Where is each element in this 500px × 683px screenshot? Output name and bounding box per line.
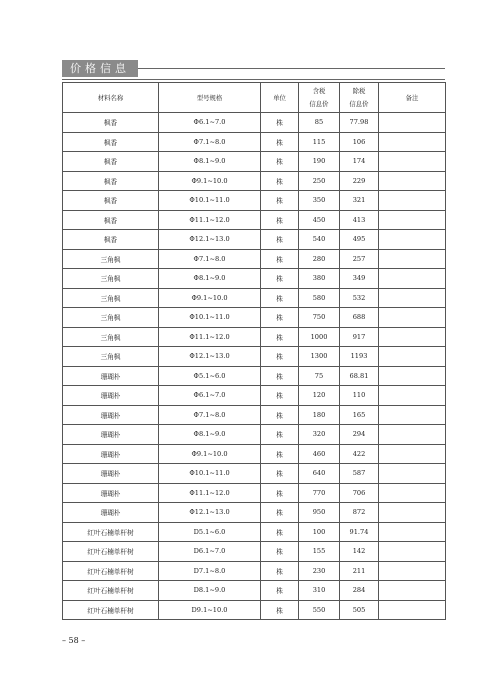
cell-name: 枫香 [63, 230, 159, 250]
cell-tax-incl: 750 [299, 308, 340, 328]
table-row [63, 386, 446, 406]
cell-tax-incl: 120 [299, 386, 340, 406]
cell-unit: 株 [261, 113, 299, 133]
cell-tax-incl: 1300 [299, 347, 340, 367]
cell-spec: Φ8.1~9.0 [159, 269, 261, 289]
cell-unit: 株 [261, 230, 299, 250]
cell-tax-incl: 640 [299, 464, 340, 484]
cell-name: 珊瑚朴 [63, 464, 159, 484]
header-unit: 单位 [261, 83, 299, 113]
table-row [63, 425, 446, 445]
header-tax-included [299, 83, 340, 113]
header-spec: 型号规格 [159, 83, 261, 113]
cell-tax-excl: 174 [340, 152, 379, 172]
cell-tax-incl: 320 [299, 425, 340, 445]
cell-unit: 株 [261, 503, 299, 523]
cell-tax-excl: 1193 [340, 347, 379, 367]
cell-tax-incl: 100 [299, 522, 340, 542]
cell-name: 枫香 [63, 152, 159, 172]
cell-name: 珊瑚朴 [63, 503, 159, 523]
cell-name: 红叶石楠单杆树 [63, 522, 159, 542]
table-row [63, 132, 446, 152]
cell-tax-incl: 950 [299, 503, 340, 523]
cell-unit: 株 [261, 132, 299, 152]
cell-name: 三角枫 [63, 269, 159, 289]
cell-remark [379, 522, 446, 542]
cell-tax-incl: 350 [299, 191, 340, 211]
cell-spec: D5.1~6.0 [159, 522, 261, 542]
cell-tax-excl: 68.81 [340, 366, 379, 386]
table-row [63, 269, 446, 289]
cell-remark [379, 113, 446, 133]
table-row [63, 483, 446, 503]
cell-unit: 株 [261, 210, 299, 230]
table-row [63, 542, 446, 562]
cell-spec: Φ11.1~12.0 [159, 483, 261, 503]
cell-spec: Φ6.1~7.0 [159, 386, 261, 406]
cell-unit: 株 [261, 171, 299, 191]
cell-unit: 株 [261, 581, 299, 601]
cell-spec: Φ11.1~12.0 [159, 210, 261, 230]
cell-tax-excl: 688 [340, 308, 379, 328]
cell-name: 三角枫 [63, 249, 159, 269]
cell-tax-incl: 550 [299, 600, 340, 620]
cell-spec: Φ5.1~6.0 [159, 366, 261, 386]
cell-tax-incl: 250 [299, 171, 340, 191]
section-divider-lower [62, 79, 445, 80]
cell-unit: 株 [261, 522, 299, 542]
table-row [63, 405, 446, 425]
cell-spec: Φ9.1~10.0 [159, 288, 261, 308]
cell-name: 珊瑚朴 [63, 386, 159, 406]
table-row [63, 327, 446, 347]
cell-spec: Φ7.1~8.0 [159, 249, 261, 269]
cell-remark [379, 405, 446, 425]
table-header [63, 83, 446, 113]
price-table [62, 82, 446, 620]
cell-unit: 株 [261, 483, 299, 503]
cell-remark [379, 347, 446, 367]
table-row [63, 230, 446, 250]
cell-unit: 株 [261, 249, 299, 269]
cell-unit: 株 [261, 288, 299, 308]
cell-name: 珊瑚朴 [63, 425, 159, 445]
table-row [63, 366, 446, 386]
cell-tax-incl: 115 [299, 132, 340, 152]
cell-tax-incl: 75 [299, 366, 340, 386]
cell-spec: Φ11.1~12.0 [159, 327, 261, 347]
cell-name: 红叶石楠单杆树 [63, 581, 159, 601]
cell-tax-incl: 460 [299, 444, 340, 464]
cell-remark [379, 288, 446, 308]
section-title: 价格信息 [62, 60, 138, 77]
cell-spec: Φ8.1~9.0 [159, 425, 261, 445]
cell-tax-excl: 284 [340, 581, 379, 601]
cell-tax-excl: 532 [340, 288, 379, 308]
header-tax-included-line2: 信息价 [309, 99, 329, 108]
cell-tax-excl: 294 [340, 425, 379, 445]
cell-name: 三角枫 [63, 327, 159, 347]
cell-spec: D7.1~8.0 [159, 561, 261, 581]
section-header [62, 60, 445, 80]
header-remark: 备注 [379, 83, 446, 113]
cell-name: 珊瑚朴 [63, 405, 159, 425]
cell-tax-incl: 155 [299, 542, 340, 562]
cell-name: 枫香 [63, 113, 159, 133]
cell-remark [379, 132, 446, 152]
cell-unit: 株 [261, 191, 299, 211]
cell-tax-excl: 91.74 [340, 522, 379, 542]
cell-tax-excl: 106 [340, 132, 379, 152]
table-row [63, 347, 446, 367]
cell-tax-excl: 165 [340, 405, 379, 425]
cell-tax-excl: 587 [340, 464, 379, 484]
table-row [63, 249, 446, 269]
cell-tax-excl: 257 [340, 249, 379, 269]
cell-spec: Φ12.1~13.0 [159, 347, 261, 367]
cell-name: 三角枫 [63, 288, 159, 308]
cell-remark [379, 425, 446, 445]
table-row [63, 503, 446, 523]
table-row [63, 444, 446, 464]
table-row [63, 171, 446, 191]
cell-tax-incl: 540 [299, 230, 340, 250]
cell-remark [379, 483, 446, 503]
cell-tax-excl: 321 [340, 191, 379, 211]
cell-tax-incl: 770 [299, 483, 340, 503]
table-row [63, 308, 446, 328]
cell-spec: Φ7.1~8.0 [159, 405, 261, 425]
cell-unit: 株 [261, 542, 299, 562]
cell-tax-incl: 180 [299, 405, 340, 425]
cell-remark [379, 386, 446, 406]
cell-spec: D6.1~7.0 [159, 542, 261, 562]
header-tax-excluded-line1: 除税 [352, 86, 366, 95]
cell-name: 红叶石楠单杆树 [63, 600, 159, 620]
cell-spec: D9.1~10.0 [159, 600, 261, 620]
cell-remark [379, 210, 446, 230]
table-row [63, 113, 446, 133]
cell-tax-incl: 280 [299, 249, 340, 269]
cell-spec: Φ10.1~11.0 [159, 191, 261, 211]
cell-spec: Φ7.1~8.0 [159, 132, 261, 152]
cell-tax-incl: 310 [299, 581, 340, 601]
cell-unit: 株 [261, 152, 299, 172]
table-row [63, 581, 446, 601]
table-row [63, 464, 446, 484]
cell-name: 珊瑚朴 [63, 366, 159, 386]
cell-unit: 株 [261, 464, 299, 484]
cell-name: 珊瑚朴 [63, 444, 159, 464]
table-row [63, 522, 446, 542]
cell-unit: 株 [261, 405, 299, 425]
cell-remark [379, 464, 446, 484]
cell-tax-incl: 230 [299, 561, 340, 581]
cell-unit: 株 [261, 366, 299, 386]
cell-spec: Φ12.1~13.0 [159, 230, 261, 250]
cell-name: 枫香 [63, 210, 159, 230]
cell-unit: 株 [261, 327, 299, 347]
header-name: 材料名称 [63, 83, 159, 113]
cell-unit: 株 [261, 600, 299, 620]
table-row [63, 152, 446, 172]
cell-name: 三角枫 [63, 347, 159, 367]
cell-tax-excl: 495 [340, 230, 379, 250]
cell-spec: Φ10.1~11.0 [159, 308, 261, 328]
cell-unit: 株 [261, 308, 299, 328]
cell-tax-incl: 85 [299, 113, 340, 133]
table-row [63, 288, 446, 308]
cell-tax-excl: 142 [340, 542, 379, 562]
cell-remark [379, 366, 446, 386]
cell-tax-excl: 422 [340, 444, 379, 464]
table-row [63, 561, 446, 581]
cell-tax-excl: 211 [340, 561, 379, 581]
cell-spec: Φ6.1~7.0 [159, 113, 261, 133]
cell-unit: 株 [261, 444, 299, 464]
cell-spec: D8.1~9.0 [159, 581, 261, 601]
cell-tax-incl: 1000 [299, 327, 340, 347]
cell-unit: 株 [261, 425, 299, 445]
header-tax-included-line1: 含税 [312, 86, 326, 95]
cell-tax-excl: 505 [340, 600, 379, 620]
cell-remark [379, 600, 446, 620]
cell-tax-excl: 349 [340, 269, 379, 289]
cell-tax-excl: 110 [340, 386, 379, 406]
cell-remark [379, 561, 446, 581]
cell-name: 红叶石楠单杆树 [63, 561, 159, 581]
cell-tax-excl: 706 [340, 483, 379, 503]
cell-spec: Φ12.1~13.0 [159, 503, 261, 523]
cell-name: 枫香 [63, 171, 159, 191]
cell-remark [379, 581, 446, 601]
cell-tax-excl: 872 [340, 503, 379, 523]
cell-spec: Φ9.1~10.0 [159, 444, 261, 464]
cell-unit: 株 [261, 269, 299, 289]
cell-spec: Φ9.1~10.0 [159, 171, 261, 191]
header-tax-excluded-line2: 信息价 [349, 99, 369, 108]
cell-unit: 株 [261, 347, 299, 367]
cell-remark [379, 191, 446, 211]
cell-remark [379, 269, 446, 289]
cell-name: 枫香 [63, 132, 159, 152]
table-row [63, 600, 446, 620]
cell-unit: 株 [261, 561, 299, 581]
table-body [63, 113, 446, 620]
section-divider [138, 68, 445, 69]
cell-remark [379, 152, 446, 172]
cell-name: 三角枫 [63, 308, 159, 328]
cell-remark [379, 503, 446, 523]
cell-remark [379, 308, 446, 328]
cell-remark [379, 249, 446, 269]
cell-remark [379, 230, 446, 250]
header-tax-excluded [340, 83, 379, 113]
cell-remark [379, 171, 446, 191]
cell-name: 红叶石楠单杆树 [63, 542, 159, 562]
cell-tax-incl: 450 [299, 210, 340, 230]
cell-remark [379, 444, 446, 464]
cell-tax-incl: 190 [299, 152, 340, 172]
cell-tax-excl: 413 [340, 210, 379, 230]
cell-tax-incl: 380 [299, 269, 340, 289]
cell-remark [379, 327, 446, 347]
cell-spec: Φ10.1~11.0 [159, 464, 261, 484]
cell-tax-incl: 580 [299, 288, 340, 308]
cell-name: 珊瑚朴 [63, 483, 159, 503]
table-row [63, 191, 446, 211]
cell-tax-excl: 229 [340, 171, 379, 191]
cell-name: 枫香 [63, 191, 159, 211]
cell-remark [379, 542, 446, 562]
page-number: – 58 – [62, 636, 86, 645]
table-row [63, 210, 446, 230]
header-row [63, 83, 446, 113]
cell-unit: 株 [261, 386, 299, 406]
cell-spec: Φ8.1~9.0 [159, 152, 261, 172]
cell-tax-excl: 77.98 [340, 113, 379, 133]
cell-tax-excl: 917 [340, 327, 379, 347]
